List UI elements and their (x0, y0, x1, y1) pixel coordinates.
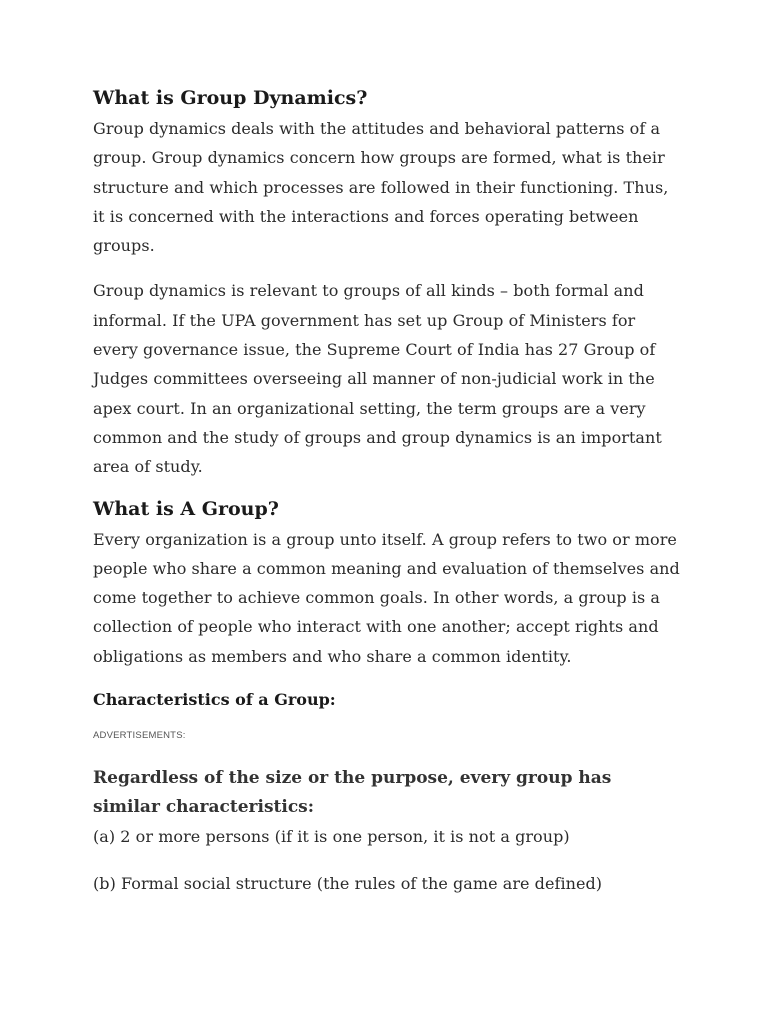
characteristic-item-b: (b) Formal social structure (the rules of the game are defined) (93, 874, 603, 894)
heading-characteristics: Characteristics of a Group: (93, 690, 336, 710)
heading-what-is-a-group: What is A Group? (93, 497, 279, 520)
paragraph-group-definition: Every organization is a group unto itself. A group refers to two or more people who share a common meaning and evaluation of themselves and come together to achieve common goals. In other words, a group is a collection of people who interact with one another; accept rights and obligations as members and who share a common identity. (93, 529, 680, 666)
characteristics-lead: Regardless of the size or the purpose, every group has similar characteristics: (93, 768, 612, 818)
heading-group-dynamics: What is Group Dynamics? (93, 87, 368, 109)
advertisements-label: ADVERTISEMENTS: (93, 730, 186, 742)
characteristic-item-a: (a) 2 or more persons (if it is one person, it is not a group) (93, 827, 570, 847)
paragraph-group-dynamics-relevance: Group dynamics is relevant to groups of all kinds – both formal and informal. If the UPA government has set up Group of Ministers for every governance issue, the Supreme Court of India has 27 Group of Judges committees overseeing all manner of non-judicial work in the apex court. In an organizational setting, the term groups are a very common and the study of groups and group dynamics is an important area of study. (93, 281, 662, 477)
paragraph-group-dynamics-definition: Group dynamics deals with the attitudes and behavioral patterns of a group. Group dynamics concern how groups are formed, what is their structure and which processes are followed in their functioning. Thus, it is concerned with the interactions and forces operating between groups. (93, 119, 669, 256)
